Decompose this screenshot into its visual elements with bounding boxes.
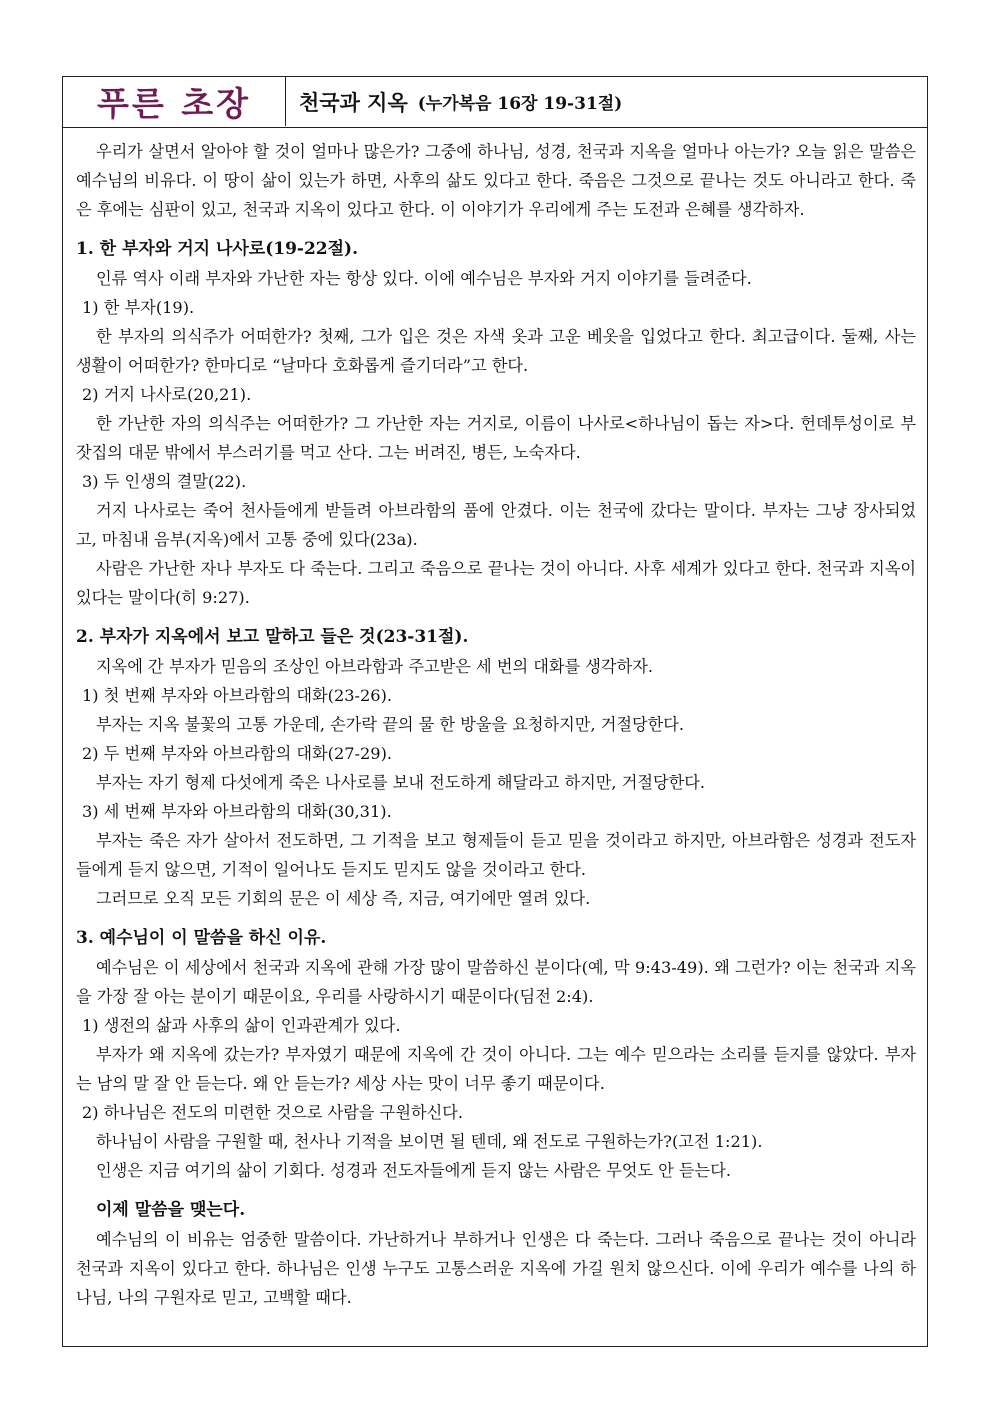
section-2-subheading: 2) 두 번째 부자와 아브라함의 대화(27-29).	[82, 744, 393, 763]
section-3-paragraph: 예수님은 이 세상에서 천국과 지옥에 관해 가장 많이 말씀하신 분이다(예, 막 9:43-49). 왜 그런가? 이는 천국과 지옥을 가장 잘 아는 분이기 때문이요, 우리를 사랑하시기 때문이다(딤전 2:4).	[76, 958, 916, 1006]
section-3-heading: 3. 예수님이 이 말씀을 하신 이유.	[76, 928, 327, 948]
section-1-paragraph: 한 가난한 자의 의식주는 어떠한가? 그 가난한 자는 거지로, 이름이 나사로<하나님이 돕는 자>다. 헌데투성이로 부잣집의 대문 밖에서 부스러기를 먹고 산다. 그는 버려진, 병든, 노숙자다.	[76, 414, 916, 462]
header	[63, 77, 927, 128]
section-3-paragraph: 인생은 지금 여기의 삶이 기회다. 성경과 전도자들에게 듣지 않는 사람은 무엇도 안 듣는다.	[96, 1161, 731, 1180]
section-2-subheading: 3) 세 번째 부자와 아브라함의 대화(30,31).	[82, 802, 392, 821]
section-1-subheading: 2) 거지 나사로(20,21).	[82, 385, 252, 404]
sermon-title-text: 천국과 지옥	[299, 89, 408, 115]
section-1-paragraph: 거지 나사로는 죽어 천사들에게 받들려 아브라함의 품에 안겼다. 이는 천국에 갔다는 말이다. 부자는 그냥 장사되었고, 마침내 음부(지옥)에서 고통 중에 있다(23a).	[76, 501, 916, 549]
section-2-paragraph: 그러므로 오직 모든 기회의 문은 이 세상 즉, 지금, 여기에만 열려 있다.	[96, 889, 591, 908]
section-3-paragraph: 부자가 왜 지옥에 갔는가? 부자였기 때문에 지옥에 간 것이 아니다. 그는 예수 믿으라는 소리를 듣지를 않았다. 부자는 남의 말 잘 안 듣는다. 왜 안 듣는가? 세상 사는 맛이 너무 좋기 때문이다.	[76, 1045, 916, 1093]
section-1-paragraph: 인류 역사 이래 부자와 가난한 자는 항상 있다. 이에 예수님은 부자와 거지 이야기를 들려준다.	[96, 269, 752, 288]
section-3-subheading: 2) 하나님은 전도의 미련한 것으로 사람을 구원하신다.	[82, 1103, 464, 1122]
section-2-paragraph: 부자는 지옥 불꽃의 고통 가운데, 손가락 끝의 물 한 방울을 요청하지만, 거절당한다.	[96, 715, 685, 734]
section-1-paragraph: 한 부자의 의식주가 어떠한가? 첫째, 그가 입은 것은 자색 옷과 고운 베옷을 입었다고 한다. 최고급이다. 둘째, 사는 생활이 어떠한가? 한마디로 “날마다 호화롭게 즐기더라”고 한다.	[76, 327, 916, 375]
section-3-paragraph: 하나님이 사람을 구원할 때, 천사나 기적을 보이면 될 텐데, 왜 전도로 구원하는가?(고전 1:21).	[96, 1132, 763, 1151]
sermon-title	[299, 77, 622, 126]
section-2-paragraph: 부자는 죽은 자가 살아서 전도하면, 그 기적을 보고 형제들이 듣고 믿을 것이라고 하지만, 아브라함은 성경과 전도자들에게 듣지 않으면, 기적이 일어나도 듣지도 믿지도 않을 것이라고 한다.	[76, 831, 916, 879]
conclusion-paragraph: 예수님의 이 비유는 엄중한 말씀이다. 가난하거나 부하거나 인생은 다 죽는다. 그러나 죽음으로 끝나는 것이 아니라 천국과 지옥이 있다고 한다. 하나님은 인생 누구도 고통스러운 지옥에 가길 원치 않으신다. 이에 우리가 예수를 나의 하나님, 나의 구원자로 믿고, 고백할 때다.	[76, 1230, 916, 1307]
section-2-heading: 2. 부자가 지옥에서 보고 말하고 들은 것(23-31절).	[76, 627, 469, 647]
section-1-paragraph: 사람은 가난한 자나 부자도 다 죽는다. 그리고 죽음으로 끝나는 것이 아니다. 사후 세계가 있다고 한다. 천국과 지옥이 있다는 말이다(히 9:27).	[76, 559, 916, 607]
scripture-reference: (누가복음 16장 19-31절)	[417, 94, 623, 114]
section-1-heading: 1. 한 부자와 거지 나사로(19-22절).	[76, 239, 359, 259]
section-2-paragraph: 지옥에 간 부자가 믿음의 조상인 아브라함과 주고받은 세 번의 대화를 생각하자.	[96, 657, 653, 676]
section-2-subheading: 1) 첫 번째 부자와 아브라함의 대화(23-26).	[82, 686, 393, 705]
sermon-body	[76, 137, 916, 1312]
brand-title: 푸른 초장	[63, 77, 286, 126]
section-1-subheading: 1) 한 부자(19).	[82, 298, 195, 317]
conclusion-heading: 이제 말씀을 맺는다.	[96, 1200, 246, 1220]
page-frame	[62, 76, 928, 1347]
section-3-subheading: 1) 생전의 삶과 사후의 삶이 인과관계가 있다.	[82, 1016, 401, 1035]
section-2-paragraph: 부자는 자기 형제 다섯에게 죽은 나사로를 보내 전도하게 해달라고 하지만, 거절당한다.	[96, 773, 706, 792]
intro-paragraph: 우리가 살면서 알아야 할 것이 얼마나 많은가? 그중에 하나님, 성경, 천국과 지옥을 얼마나 아는가? 오늘 읽은 말씀은 예수님의 비유다. 이 땅이 삶이 있는가 하면, 사후의 삶도 있다고 한다. 죽음은 그것으로 끝나는 것도 아니라고 한다. 죽은 후에는 심판이 있고, 천국과 지옥이 있다고 한다. 이 이야기가 우리에게 주는 도전과 은혜를 생각하자.	[76, 142, 916, 219]
section-1-subheading: 3) 두 인생의 결말(22).	[82, 472, 247, 491]
